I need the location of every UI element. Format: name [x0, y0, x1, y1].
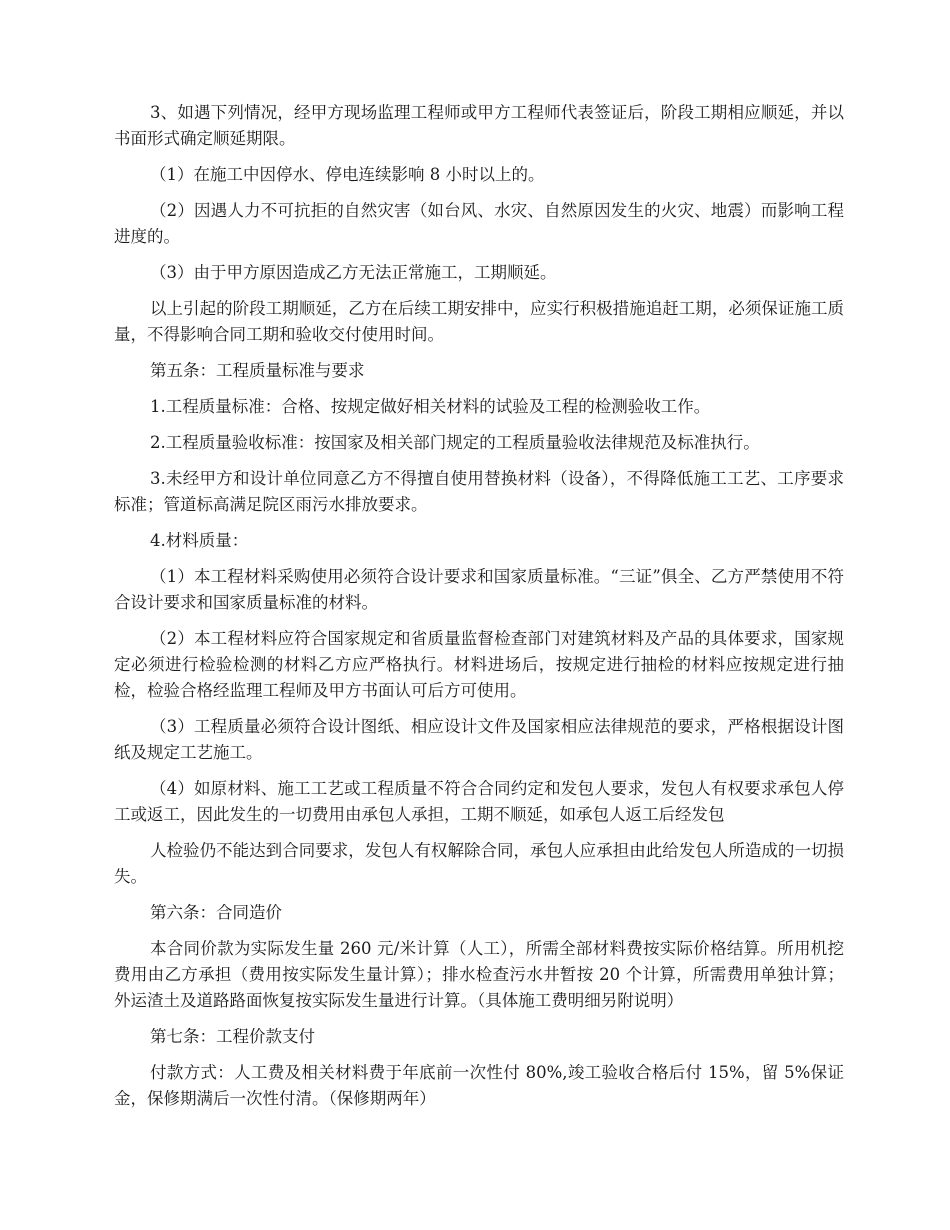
payment-terms: 付款方式：人工费及相关材料费于年底前一次性付 80%,竣工验收合格后付 15%，留 5%保证金，保修期满后一次性付清。（保修期两年）	[114, 1063, 844, 1108]
material-item-1: （1）本工程材料采购使用必须符合设计要求和国家质量标准。“三证”俱全、乙方严禁使用不符合设计要求和国家质量标准的材料。	[114, 567, 844, 612]
material-substitution: 3.未经甲方和设计单位同意乙方不得擅自使用替换材料（设备），不得降低施工工艺、工序要求标准；管道标高满足院区雨污水排放要求。	[114, 469, 844, 514]
material-quality-heading: 4.材料质量：	[150, 531, 249, 550]
contract-price: 本合同价款为实际发生量 260 元/米计算（人工），所需全部材料费按实际价格结算。所用机挖费用由乙方承担（费用按实际发生量计算）；排水检查污水井暂按 20 个计算，所需费用单独计算；外运渣土及道路路面恢复按实际发生量进行计算。（具体施工费明细另附说明）	[114, 939, 844, 1010]
article-7-heading: 第七条：工程价款支付	[150, 1027, 315, 1046]
material-item-4-continued: 人检验仍不能达到合同要求，发包人有权解除合同，承包人应承担由此给发包人所造成的一切损失。	[114, 841, 844, 886]
acceptance-standard: 2.工程质量验收标准：按国家及相关部门规定的工程质量验收法律规范及标准执行。	[150, 433, 760, 452]
clause-3-item-2: （2）因遇人力不可抗拒的自然灾害（如台风、水灾、自然原因发生的火灾、地震）而影响工程进度的。	[114, 201, 844, 246]
clause-3-item-3: （3）由于甲方原因造成乙方无法正常施工，工期顺延。	[150, 263, 557, 282]
material-item-4: （4）如原材料、施工工艺或工程质量不符合合同约定和发包人要求，发包人有权要求承包人停工或返工，因此发生的一切费用由承包人承担，工期不顺延，如承包人返工后经发包	[114, 779, 844, 824]
quality-standard: 1.工程质量标准：合格、按规定做好相关材料的试验及工程的检测验收工作。	[150, 397, 711, 416]
article-6-heading: 第六条：合同造价	[150, 903, 282, 922]
material-item-2: （2）本工程材料应符合国家规定和省质量监督检查部门对建筑材料及产品的具体要求，国家规定必须进行检验检测的材料乙方应严格执行。材料进场后，按规定进行抽检的材料应按规定进行抽检，检验合格经监理工程师及甲方书面认可后方可使用。	[114, 629, 844, 700]
article-5-heading: 第五条：工程质量标准与要求	[150, 361, 365, 380]
clause-3-extension: 3、如遇下列情况，经甲方现场监理工程师或甲方工程师代表签证后，阶段工期相应顺延，并以书面形式确定顺延期限。	[114, 103, 844, 148]
clause-3-item-1: （1）在施工中因停水、停电连续影响 8 小时以上的。	[150, 165, 545, 184]
document-page	[114, 100, 844, 1122]
material-item-3: （3）工程质量必须符合设计图纸、相应设计文件及国家相应法律规范的要求，严格根据设计图纸及规定工艺施工。	[114, 717, 844, 762]
extension-summary: 以上引起的阶段工期顺延，乙方在后续工期安排中，应实行积极措施追赶工期，必须保证施工质量，不得影响合同工期和验收交付使用时间。	[114, 299, 844, 344]
